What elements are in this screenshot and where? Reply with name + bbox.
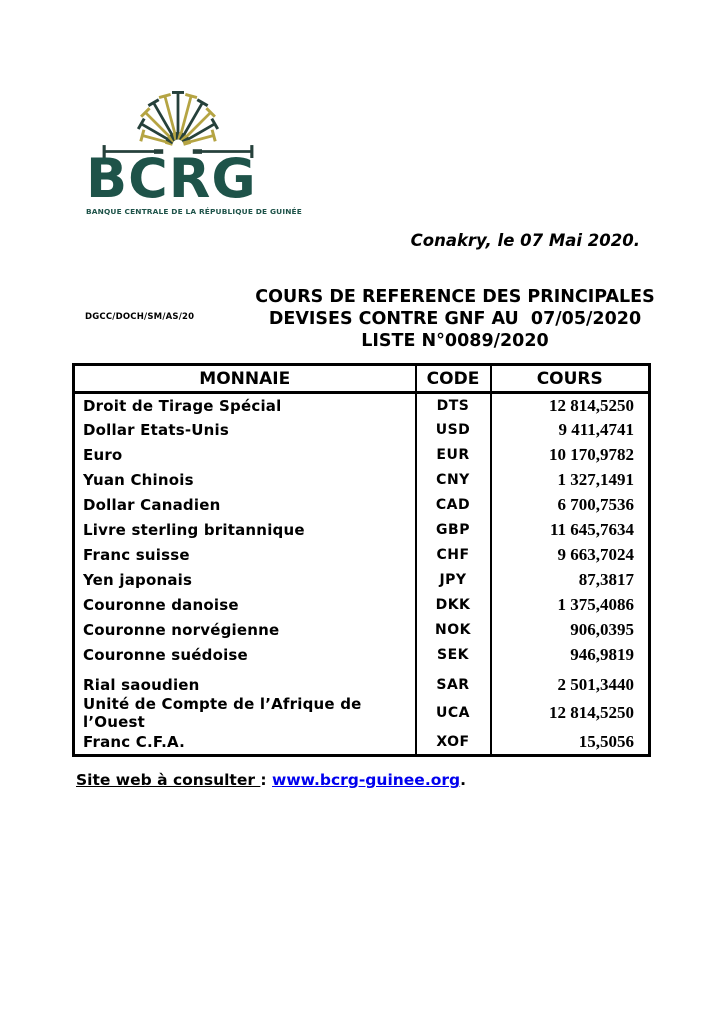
table-row bbox=[74, 568, 650, 593]
currency-name: Livre sterling britannique bbox=[74, 518, 416, 543]
currency-name: Couronne suédoise bbox=[74, 643, 416, 668]
currency-rate: 2 501,3440 bbox=[557, 674, 634, 694]
table-row bbox=[74, 731, 650, 756]
currency-code: USD bbox=[416, 418, 491, 443]
exchange-rates-table bbox=[72, 363, 651, 757]
table-row bbox=[74, 418, 650, 443]
currency-name: Couronne danoise bbox=[74, 593, 416, 618]
currency-code: CAD bbox=[416, 493, 491, 518]
currency-code: NOK bbox=[416, 618, 491, 643]
footer-period: . bbox=[460, 771, 466, 789]
currency-rate: 6 700,7536 bbox=[557, 495, 634, 514]
table-row bbox=[74, 393, 650, 418]
currency-name: Yen japonais bbox=[74, 568, 416, 593]
currency-rate: 12 814,5250 bbox=[549, 395, 634, 415]
bcrg-fan-icon bbox=[88, 62, 268, 158]
table-row bbox=[74, 518, 650, 543]
currency-rate: 10 170,9782 bbox=[549, 445, 634, 464]
table-row bbox=[74, 668, 650, 695]
currency-code: EUR bbox=[416, 443, 491, 468]
header-monnaie: MONNAIE bbox=[74, 365, 416, 393]
table-header-row bbox=[74, 365, 650, 393]
website-label: Site web à consulter bbox=[76, 771, 261, 789]
footer-separator: : bbox=[260, 771, 272, 789]
currency-name: Dollar Canadien bbox=[74, 493, 416, 518]
header-cours: COURS bbox=[491, 365, 650, 393]
currency-code: CNY bbox=[416, 468, 491, 493]
currency-code: SEK bbox=[416, 643, 491, 668]
currency-rate: 9 411,4741 bbox=[558, 420, 634, 439]
currency-name: Franc suisse bbox=[74, 543, 416, 568]
currency-rate: 15,5056 bbox=[578, 732, 634, 752]
reference-code: DGCC/DOCH/SM/AS/20 bbox=[85, 312, 195, 322]
table-row bbox=[74, 443, 650, 468]
logo-acronym: BCRG bbox=[86, 147, 257, 210]
table-row bbox=[74, 468, 650, 493]
table-row bbox=[74, 695, 650, 731]
logo-tagline: BANQUE CENTRALE DE LA RÉPUBLIQUE DE GUINÉE bbox=[86, 207, 302, 216]
currency-name: Droit de Tirage Spécial bbox=[74, 393, 416, 418]
document-title bbox=[245, 286, 665, 352]
currency-rate: 906,0395 bbox=[570, 620, 634, 639]
currency-name: Couronne norvégienne bbox=[74, 618, 416, 643]
currency-rate: 87,3817 bbox=[578, 570, 634, 589]
footer bbox=[76, 771, 466, 789]
table-row bbox=[74, 618, 650, 643]
currency-code: CHF bbox=[416, 543, 491, 568]
currency-code: DTS bbox=[416, 393, 491, 418]
header-code: CODE bbox=[416, 365, 491, 393]
currency-rate: 11 645,7634 bbox=[549, 520, 634, 539]
currency-code: JPY bbox=[416, 568, 491, 593]
currency-rate: 1 375,4086 bbox=[557, 595, 634, 614]
currency-code: UCA bbox=[416, 695, 491, 731]
currency-code: SAR bbox=[416, 668, 491, 695]
table-row bbox=[74, 643, 650, 668]
currency-rate: 9 663,7024 bbox=[557, 545, 634, 564]
title-line-3: LISTE N°0089/2020 bbox=[361, 331, 549, 351]
currency-name: Rial saoudien bbox=[74, 668, 416, 695]
title-line-1: COURS DE REFERENCE DES PRINCIPALES bbox=[255, 287, 655, 307]
bcrg-logo bbox=[86, 62, 302, 216]
currency-code: XOF bbox=[416, 731, 491, 756]
date-line: Conakry, le 07 Mai 2020. bbox=[410, 231, 640, 250]
currency-rate: 1 327,1491 bbox=[557, 470, 634, 489]
currency-rate: 12 814,5250 bbox=[549, 702, 634, 722]
table-row bbox=[74, 593, 650, 618]
currency-name: Franc C.F.A. bbox=[74, 731, 416, 756]
table-row bbox=[74, 493, 650, 518]
currency-name: Euro bbox=[74, 443, 416, 468]
currency-code: DKK bbox=[416, 593, 491, 618]
title-line-2: DEVISES CONTRE GNF AU 07/05/2020 bbox=[268, 309, 642, 329]
currency-name: Unité de Compte de l’Afrique de l’Ouest bbox=[74, 695, 416, 731]
currency-code: GBP bbox=[416, 518, 491, 543]
currency-name: Yuan Chinois bbox=[74, 468, 416, 493]
table-row bbox=[74, 543, 650, 568]
website-link[interactable]: www.bcrg-guinee.org bbox=[272, 771, 461, 789]
currency-rate: 946,9819 bbox=[570, 645, 634, 664]
currency-name: Dollar Etats-Unis bbox=[74, 418, 416, 443]
